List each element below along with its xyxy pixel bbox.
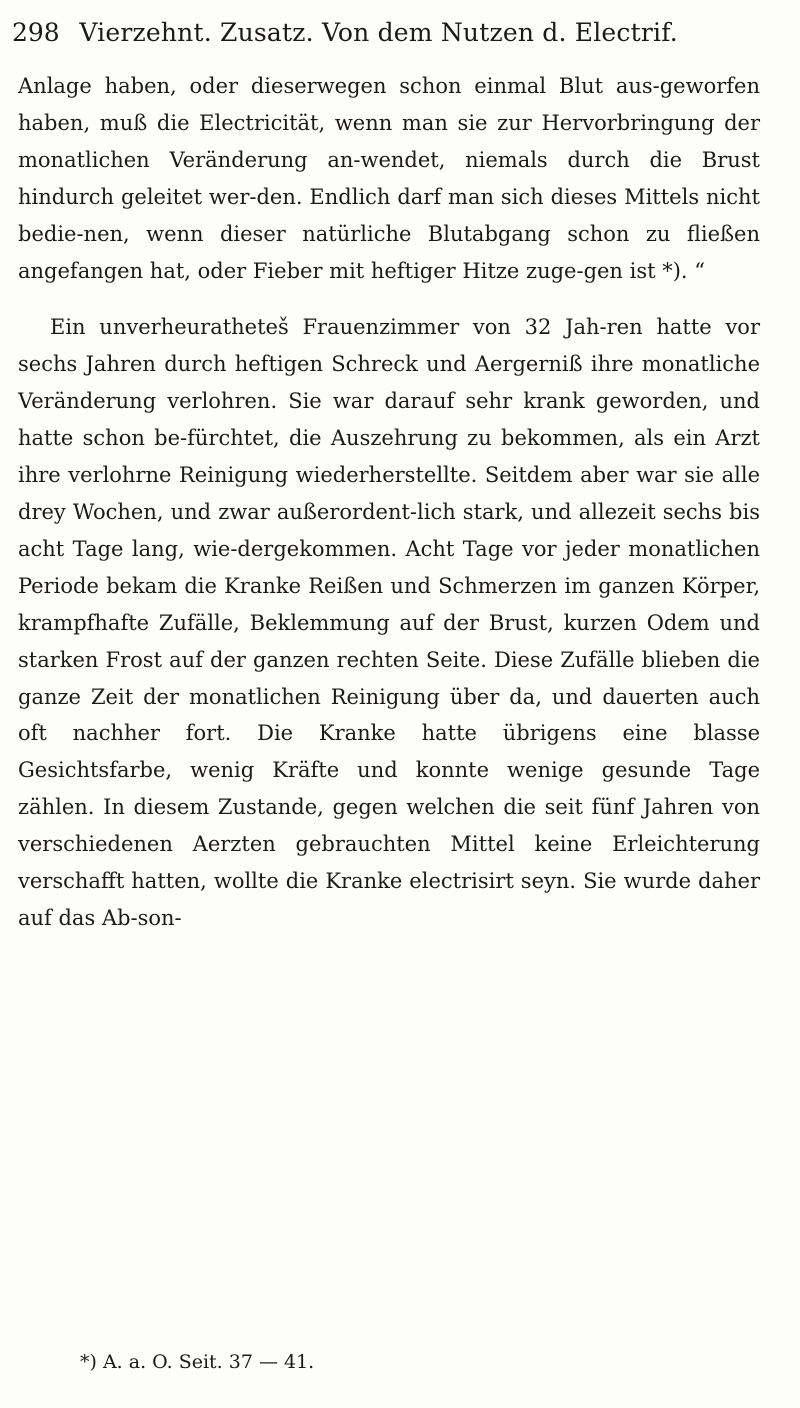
paragraph: Anlage haben, oder dieserwegen schon einmal Blut aus-geworfen haben, muß die Electricität, wenn man sie zur Hervorbringung der monatlichen Veränderung an-wendet, niemals durch die Brust hindurch geleitet wer-den. Endlich darf man sich dieses Mittels nicht bedie-nen, wenn dieser natürliche Blutabgang schon zu fließen angefangen hat, oder Fieber mit heftiger Hitze zuge-gen ist *). “	[18, 74, 760, 283]
footnote: *) A. a. O. Seit. 37 — 41.	[80, 1351, 315, 1373]
page-number: 298	[12, 18, 60, 47]
body-text	[18, 68, 760, 937]
running-title: Vierzehnt. Zusatz. Von dem Nutzen d. Electrif.	[79, 18, 678, 47]
paragraph: Ein unverheuratheteš Frauenzimmer von 32 Jah-ren hatte vor sechs Jahren durch heftigen Schreck und Aergerniß ihre monatliche Veränderung verlohren. Sie war darauf sehr krank geworden, und hatte schon be-fürchtet, die Auszehrung zu bekommen, als ein Arzt ihre verlohrne Reinigung wiederherstellte. Seitdem aber war sie alle drey Wochen, und zwar außerordent-lich stark, und allezeit sechs bis acht Tage lang, wie-dergekommen. Acht Tage vor jeder monatlichen Periode bekam die Kranke Reißen und Schmerzen im ganzen Körper, krampfhafte Zufälle, Beklemmung auf der Brust, kurzen Odem und starken Frost auf der ganzen rechten Seite. Diese Zufälle blieben die ganze Zeit der monatlichen Reinigung über da, und dauerten auch oft nachher fort. Die Kranke hatte übrigens eine blasse Gesichtsfarbe, wenig Kräfte und konnte wenige gesunde Tage zählen. In diesem Zustande, gegen welchen die seit fünf Jahren von verschiedenen Aerzten gebrauchten Mittel keine Erleichterung verschafft hatten, wollte die Kranke electrisirt seyn. Sie wurde daher auf das Ab-son-	[18, 315, 760, 930]
page-header	[12, 18, 772, 68]
